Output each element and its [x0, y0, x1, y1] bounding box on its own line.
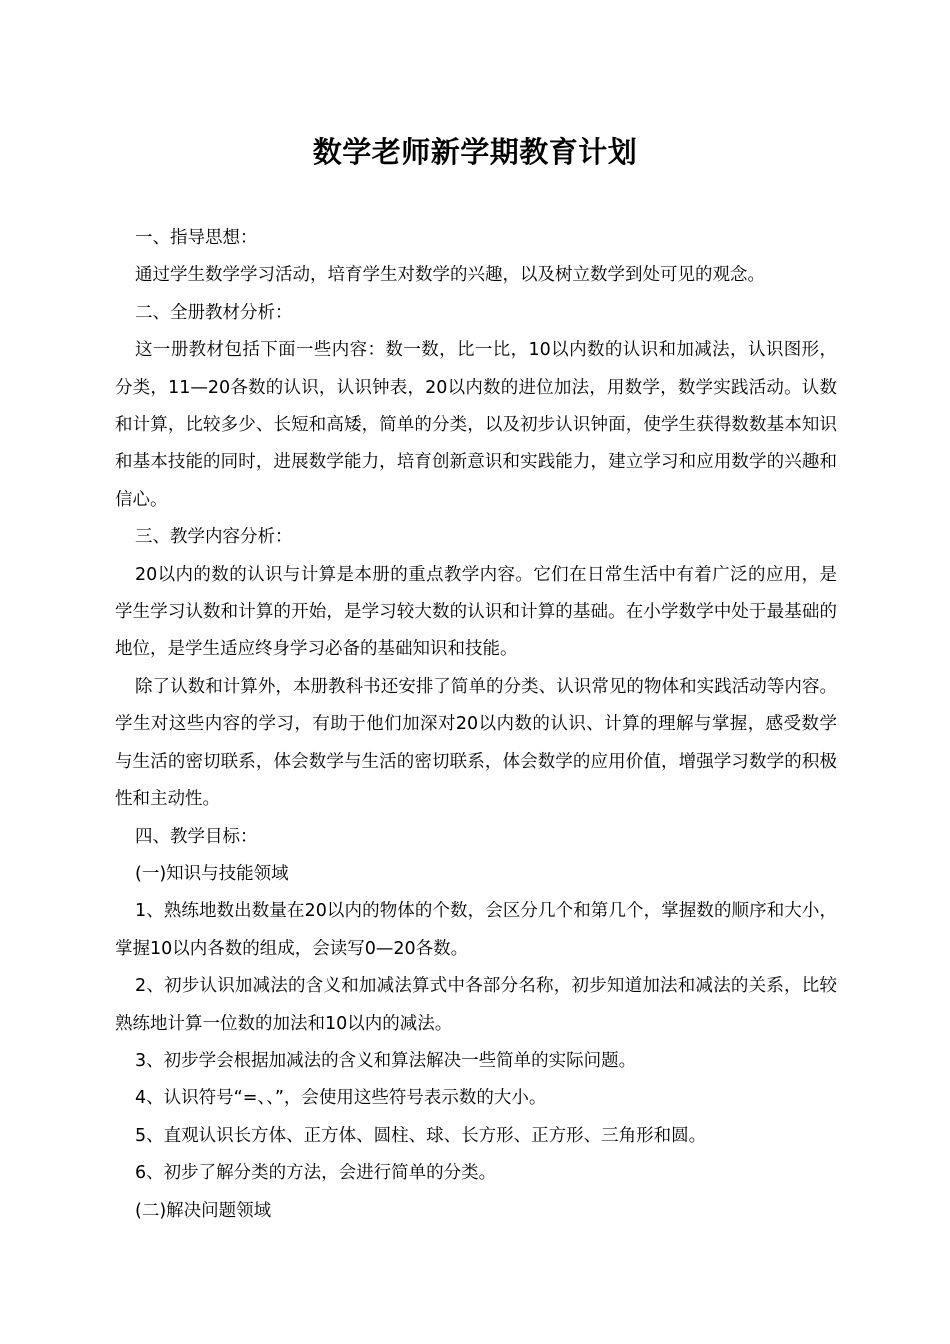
- subheading-knowledge-skills: (一)知识与技能领域: [135, 863, 289, 884]
- paragraph-guiding-thought: 通过学生数学学习活动，培育学生对数学的兴趣，以及树立数学到处可见的观念。: [135, 265, 765, 286]
- paragraph-content-analysis-1: 20以内的数的认识与计算是本册的重点教学内容。它们在日常生活中有着广泛的应用，是学生学习认数和计算的开始，是学习较大数的认识和计算的基础。在小学数学中处于最基础的地位，是学生适应终身学习必备的基础知识和技能。: [115, 564, 837, 660]
- section-heading-teaching-goals: 四、教学目标：: [135, 826, 258, 847]
- subheading-problem-solving: (二)解决问题领域: [135, 1200, 272, 1221]
- goal-item-5: 5、直观认识长方体、正方体、圆柱、球、长方形、正方形、三角形和圆。: [135, 1125, 707, 1146]
- goal-item-6: 6、初步了解分类的方法，会进行简单的分类。: [135, 1163, 497, 1184]
- section-heading-guiding-thought: 一、指导思想：: [135, 228, 258, 248]
- goal-item-4: 4、认识符号“=、、”，会使用这些符号表示数的大小。: [135, 1088, 547, 1109]
- section-heading-content-analysis: 三、教学内容分析：: [135, 527, 293, 548]
- paragraph-content-analysis-2: 除了认数和计算外，本册教科书还安排了简单的分类、认识常见的物体和实践活动等内容。学生对这些内容的学习，有助于他们加深对20以内数的认识、计算的理解与掌握，感受数学与生活的密切联系，体会数学与生活的密切联系，体会数学的应用价值，增强学习数学的积极性和主动性。: [115, 676, 837, 810]
- goal-item-2: 2、初步认识加减法的含义和加减法算式中各部分名称，初步知道加法和减法的关系，比较熟练地计算一位数的加法和10以内的减法。: [115, 976, 837, 1034]
- goal-item-3: 3、初步学会根据加减法的含义和算法解决一些简单的实际问题。: [135, 1050, 637, 1071]
- document-body: [115, 220, 837, 1230]
- paragraph-textbook-analysis: 这一册教材包括下面一些内容：数一数，比一比，10以内数的认识和加减法，认识图形，分类，11—20各数的认识，认识钟表，20以内数的进位加法，用数学，数学实践活动。认数和计算，比较多少、长短和高矮，简单的分类，以及初步认识钟面，使学生获得数数基本知识和基本技能的同时，进展数学能力，培育创新意识和实践能力，建立学习和应用数学的兴趣和信心。: [115, 340, 837, 510]
- section-heading-textbook-analysis: 二、全册教材分析：: [135, 302, 293, 323]
- goal-item-1: 1、熟练地数出数量在20以内的物体的个数，会区分几个和第几个，掌握数的顺序和大小，掌握10以内各数的组成，会读写0—20各数。: [115, 901, 837, 959]
- document-title: 数学老师新学期教育计划: [312, 135, 638, 169]
